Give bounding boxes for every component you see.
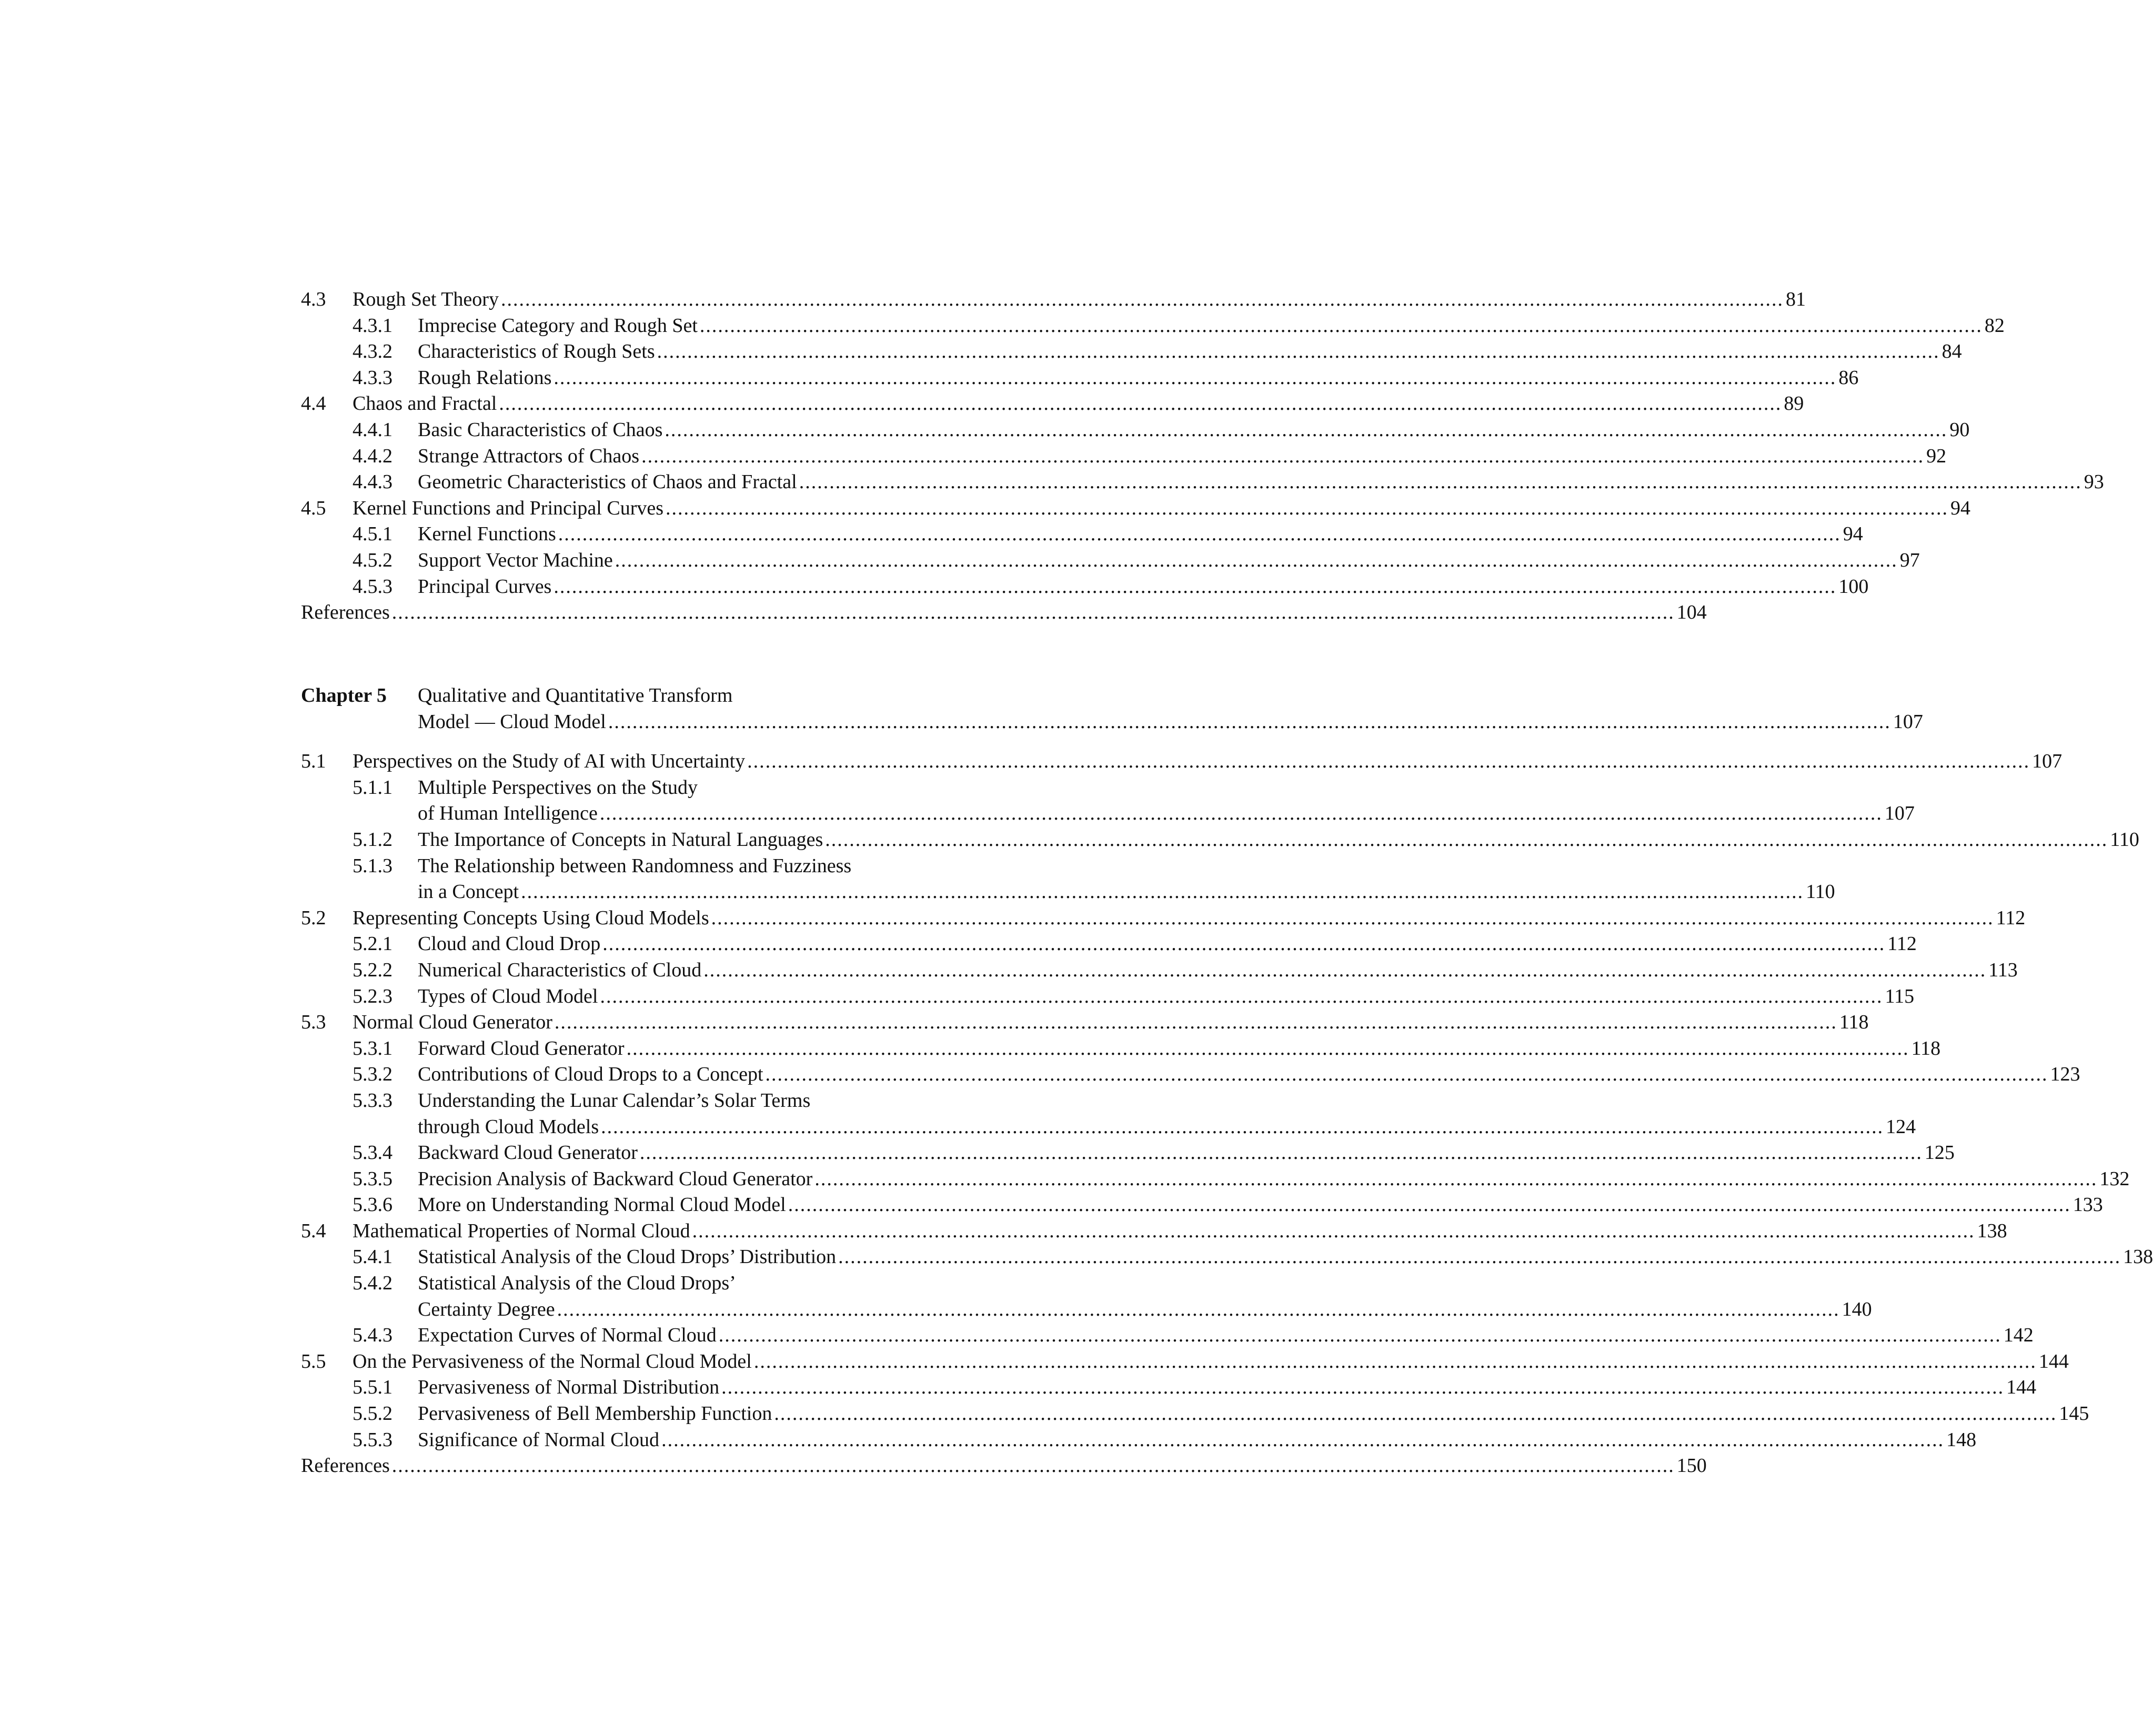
section-title: Rough Relations [418, 366, 552, 389]
section-title: Numerical Characteristics of Cloud [418, 958, 702, 981]
section-number: 4.5.3 [353, 575, 393, 598]
page-number: 93 [2084, 471, 2104, 493]
page-number: 138 [1977, 1219, 2007, 1242]
page-number: 138 [2123, 1246, 2153, 1268]
section-title-line1: Understanding the Lunar Calendar’s Solar Terms [418, 1089, 811, 1112]
section-number: 5.1.1 [353, 776, 393, 799]
toc-entry-5-3-4[interactable] [301, 1140, 1955, 1166]
dot-leader: .................................................................................................................................................................................................................... [765, 1063, 2048, 1086]
section-number: 5.1.3 [353, 854, 393, 877]
section-title: Expectation Curves of Normal Cloud [418, 1324, 717, 1347]
section-title: Cloud and Cloud Drop [418, 933, 601, 955]
toc-entry-5-2-1[interactable] [301, 931, 1917, 957]
section-number: 5.5 [301, 1350, 326, 1372]
section-title: Precision Analysis of Backward Cloud Generator [418, 1167, 813, 1190]
section-title: Normal Cloud Generator [353, 1011, 552, 1034]
section-title: Contributions of Cloud Drops to a Concept [418, 1063, 763, 1086]
section-title: Kernel Functions and Principal Curves [353, 497, 664, 519]
toc-entry-4-5-3[interactable] [301, 574, 1869, 600]
section-title: Types of Cloud Model [418, 985, 598, 1007]
section-number: 5.5.1 [353, 1376, 393, 1399]
page-number: 90 [1949, 418, 1970, 441]
dot-leader: .................................................................................................................................................................................................................... [500, 288, 1784, 310]
section-title: Significance of Normal Cloud [418, 1428, 660, 1451]
section-title: Basic Characteristics of Chaos [418, 418, 663, 441]
section-number: 4.3.2 [353, 340, 393, 363]
section-number: 4.4 [301, 392, 326, 415]
toc-entry-4-4-3[interactable] [301, 469, 2104, 496]
section-title-line1: The Relationship between Randomness and Fuzziness [418, 854, 852, 877]
toc-entry-references-ch4[interactable] [301, 600, 1707, 626]
toc-entry-5-1-3[interactable] [301, 853, 1033, 880]
chapter-label: Chapter 5 [301, 684, 387, 706]
page-number: 133 [2072, 1194, 2103, 1216]
section-number: 5.4.3 [353, 1324, 393, 1347]
dot-leader: .................................................................................................................................................................................................................... [599, 802, 1883, 825]
page-number: 144 [2038, 1350, 2069, 1372]
section-title: Geometric Characteristics of Chaos and Fractal [418, 471, 797, 493]
section-number: 4.5 [301, 497, 326, 519]
toc-entry-5-4-2[interactable] [301, 1270, 1033, 1297]
section-number: 4.5.2 [353, 549, 393, 571]
chapter-title-line2: Model — Cloud Model [418, 710, 606, 733]
section-number: 5.1.2 [353, 828, 393, 851]
section-title-line1: Statistical Analysis of the Cloud Drops’ [418, 1272, 736, 1295]
page-number: 148 [1946, 1428, 1977, 1451]
section-number: 4.3 [301, 288, 326, 310]
page-number: 107 [2032, 750, 2063, 773]
page-number: 107 [1893, 710, 1923, 733]
toc-entry-4-3-3[interactable] [301, 365, 1859, 391]
page-number: 125 [1924, 1142, 1955, 1164]
section-title: Forward Cloud Generator [418, 1037, 625, 1059]
toc-entry-5-3[interactable] [301, 1010, 1869, 1036]
toc-entry-4-4[interactable] [301, 391, 1804, 417]
toc-entry-5-5[interactable] [301, 1349, 2069, 1375]
section-number: 5.3.6 [353, 1194, 393, 1216]
section-title: Principal Curves [418, 575, 552, 598]
section-number: 4.4.1 [353, 418, 393, 441]
page-number: 115 [1885, 985, 1915, 1007]
dot-leader: .................................................................................................................................................................................................................... [641, 445, 1925, 467]
page-number: 81 [1785, 288, 1806, 310]
toc-entry-4-3-1[interactable] [301, 313, 2005, 339]
section-number: 5.5.3 [353, 1428, 393, 1451]
section-title: Representing Concepts Using Cloud Models [353, 906, 709, 929]
toc-entry-4-3[interactable] [301, 287, 1806, 313]
page-number: 89 [1784, 392, 1804, 415]
page-number: 118 [1911, 1037, 1941, 1059]
section-title: Chaos and Fractal [353, 392, 497, 415]
section-number: 5.2.1 [353, 933, 393, 955]
section-title: Strange Attractors of Chaos [418, 445, 640, 467]
page-number: 84 [1941, 340, 1962, 363]
dot-leader: .................................................................................................................................................................................................................... [601, 1115, 1884, 1138]
dot-leader: .................................................................................................................................................................................................................... [600, 985, 1883, 1007]
section-title: References [301, 601, 390, 624]
page-number: 144 [2006, 1376, 2037, 1399]
toc-entry-5-4[interactable] [301, 1218, 2007, 1245]
section-title: Perspectives on the Study of AI with Uncertainty [353, 750, 746, 773]
section-title: Statistical Analysis of the Cloud Drops’ Distribution [418, 1246, 837, 1268]
section-number: 4.5.1 [353, 523, 393, 546]
dot-leader: .................................................................................................................................................................................................................... [557, 1298, 1840, 1320]
chapter-title-line1: Qualitative and Quantitative Transform [418, 684, 733, 706]
dot-leader: .................................................................................................................................................................................................................... [718, 1324, 2001, 1347]
dot-leader: .................................................................................................................................................................................................................... [661, 1428, 1945, 1451]
toc-entry-5-2-2[interactable] [301, 957, 2018, 984]
dot-leader: .................................................................................................................................................................................................................... [391, 1455, 1675, 1477]
toc-entry-4-3-2[interactable] [301, 339, 1962, 365]
toc-entry-5-5-1[interactable] [301, 1375, 2037, 1401]
chapter-heading[interactable] [301, 683, 1033, 709]
toc-entry-5-1[interactable] [301, 749, 2063, 775]
toc-entry-5-2[interactable] [301, 905, 2026, 932]
toc-entry-5-1-3-cont[interactable] [301, 879, 1835, 905]
section-title: Kernel Functions [418, 523, 556, 546]
section-title: Pervasiveness of Normal Distribution [418, 1376, 720, 1399]
toc-entry-5-4-3[interactable] [301, 1323, 2034, 1349]
section-number: 4.3.3 [353, 366, 393, 389]
dot-leader: .................................................................................................................................................................................................................... [703, 958, 1987, 981]
section-number: 5.3.1 [353, 1037, 393, 1059]
page-number: 92 [1926, 445, 1947, 467]
toc-chapter4-continued [301, 287, 2104, 626]
dot-leader: .................................................................................................................................................................................................................... [602, 933, 1886, 955]
section-title: More on Understanding Normal Cloud Model [418, 1194, 786, 1216]
section-number: 5.4 [301, 1219, 326, 1242]
section-title: Mathematical Properties of Normal Cloud [353, 1219, 690, 1242]
section-number: 5.3 [301, 1011, 326, 1034]
page-number: 118 [1839, 1011, 1869, 1034]
page-number: 112 [1996, 906, 2026, 929]
page-number: 132 [2099, 1167, 2130, 1190]
page-number: 94 [1843, 523, 1863, 546]
section-number: 5.3.5 [353, 1167, 393, 1190]
section-number: 5.4.1 [353, 1246, 393, 1268]
toc-entry-5-1-1-cont[interactable] [301, 801, 1915, 827]
dot-leader: .................................................................................................................................................................................................................... [554, 575, 1837, 598]
toc-entry-5-1-1[interactable] [301, 775, 1033, 801]
section-title: The Importance of Concepts in Natural Languages [418, 828, 823, 851]
dot-leader: .................................................................................................................................................................................................................... [639, 1142, 1923, 1164]
dot-leader: .................................................................................................................................................................................................................... [666, 497, 1949, 519]
section-number: 5.3.4 [353, 1142, 393, 1164]
toc-entry-5-5-2[interactable] [301, 1401, 2089, 1427]
section-title: Characteristics of Rough Sets [418, 340, 655, 363]
toc-entry-references-ch5[interactable] [301, 1453, 1707, 1479]
page-number: 94 [1950, 497, 1971, 519]
toc-chapter5 [301, 683, 2153, 1479]
chapter-heading-cont[interactable] [301, 709, 1923, 735]
dot-leader: .................................................................................................................................................................................................................... [391, 601, 1675, 624]
spacer [301, 735, 1033, 749]
dot-leader: .................................................................................................................................................................................................................... [774, 1402, 2057, 1425]
dot-leader: .................................................................................................................................................................................................................... [608, 710, 1891, 733]
dot-leader: .................................................................................................................................................................................................................... [626, 1037, 1909, 1059]
page-number: 113 [1988, 958, 2018, 981]
dot-leader: .................................................................................................................................................................................................................... [747, 750, 2030, 773]
toc-entry-5-3-2[interactable] [301, 1062, 2080, 1088]
page-number: 145 [2059, 1402, 2089, 1425]
dot-leader: .................................................................................................................................................................................................................... [657, 340, 1940, 363]
toc-entry-5-3-3[interactable] [301, 1088, 1033, 1114]
toc-entry-5-3-6[interactable] [301, 1192, 2103, 1218]
dot-leader: .................................................................................................................................................................................................................... [554, 366, 1837, 389]
dot-leader: .................................................................................................................................................................................................................... [825, 828, 2108, 851]
dot-leader: .................................................................................................................................................................................................................... [615, 549, 1898, 571]
toc-entry-4-5[interactable] [301, 496, 1971, 522]
toc-entry-5-3-1[interactable] [301, 1036, 1941, 1062]
toc-entry-5-4-2-cont[interactable] [301, 1297, 1872, 1323]
section-number: 5.3.3 [353, 1089, 393, 1112]
section-number: 4.4.3 [353, 471, 393, 493]
toc-entry-5-3-5[interactable] [301, 1166, 2130, 1193]
dot-leader: .................................................................................................................................................................................................................... [799, 471, 2082, 493]
dot-leader: .................................................................................................................................................................................................................... [699, 314, 1983, 337]
dot-leader: .................................................................................................................................................................................................................... [721, 1376, 2005, 1399]
page-number: 107 [1884, 802, 1915, 825]
section-title: References [301, 1455, 390, 1477]
toc-entry-4-4-1[interactable] [301, 417, 1970, 443]
dot-leader: .................................................................................................................................................................................................................... [499, 392, 1782, 415]
toc-entry-5-4-1[interactable] [301, 1244, 2153, 1270]
toc-entry-4-5-2[interactable] [301, 548, 1920, 574]
toc-entry-5-5-3[interactable] [301, 1427, 1977, 1454]
page-number: 110 [1806, 881, 1835, 903]
section-title: Rough Set Theory [353, 288, 499, 310]
page-number: 110 [2110, 828, 2139, 851]
section-number: 4.4.2 [353, 445, 393, 467]
section-number: 5.1 [301, 750, 326, 773]
page-number: 124 [1886, 1115, 1916, 1138]
section-number: 5.2 [301, 906, 326, 929]
section-title: Imprecise Category and Rough Set [418, 314, 698, 337]
dot-leader: .................................................................................................................................................................................................................... [788, 1194, 2071, 1216]
section-title: Backward Cloud Generator [418, 1142, 638, 1164]
page-number: 104 [1676, 601, 1707, 624]
dot-leader: .................................................................................................................................................................................................................... [838, 1246, 2121, 1268]
toc-entry-5-2-3[interactable] [301, 984, 1915, 1010]
dot-leader: .................................................................................................................................................................................................................... [521, 881, 1804, 903]
page-number: 97 [1899, 549, 1920, 571]
toc-entry-4-4-2[interactable] [301, 443, 1947, 470]
section-title-line2: in a Concept [418, 881, 519, 903]
section-number: 5.4.2 [353, 1272, 393, 1295]
section-number: 5.3.2 [353, 1063, 393, 1086]
dot-leader: .................................................................................................................................................................................................................... [692, 1219, 1975, 1242]
page-number: 142 [2003, 1324, 2034, 1347]
section-title-line2: through Cloud Models [418, 1115, 599, 1138]
dot-leader: .................................................................................................................................................................................................................... [558, 523, 1841, 546]
section-title-line1: Multiple Perspectives on the Study [418, 776, 698, 799]
section-title-line2: Certainty Degree [418, 1298, 555, 1320]
dot-leader: .................................................................................................................................................................................................................... [665, 418, 1948, 441]
page-number: 140 [1842, 1298, 1872, 1320]
page-number: 123 [2050, 1063, 2080, 1086]
section-title: On the Pervasiveness of the Normal Cloud Model [353, 1350, 752, 1372]
page-number: 82 [1984, 314, 2005, 337]
section-title: Pervasiveness of Bell Membership Function [418, 1402, 772, 1425]
dot-leader: .................................................................................................................................................................................................................... [753, 1350, 2037, 1372]
toc-entry-4-5-1[interactable] [301, 521, 1863, 548]
toc-entry-5-1-2[interactable] [301, 827, 2139, 853]
page-number: 112 [1887, 933, 1917, 955]
page-number: 150 [1676, 1455, 1707, 1477]
section-number: 5.2.3 [353, 985, 393, 1007]
page-number: 100 [1838, 575, 1869, 598]
dot-leader: .................................................................................................................................................................................................................... [814, 1167, 2098, 1190]
dot-leader: .................................................................................................................................................................................................................... [711, 906, 1994, 929]
section-number: 5.5.2 [353, 1402, 393, 1425]
dot-leader: .................................................................................................................................................................................................................... [554, 1011, 1837, 1034]
section-number: 4.3.1 [353, 314, 393, 337]
section-number: 5.2.2 [353, 958, 393, 981]
section-title: Support Vector Machine [418, 549, 613, 571]
toc-entry-5-3-3-cont[interactable] [301, 1114, 1916, 1140]
section-title-line2: of Human Intelligence [418, 802, 598, 825]
page-number: 86 [1838, 366, 1859, 389]
